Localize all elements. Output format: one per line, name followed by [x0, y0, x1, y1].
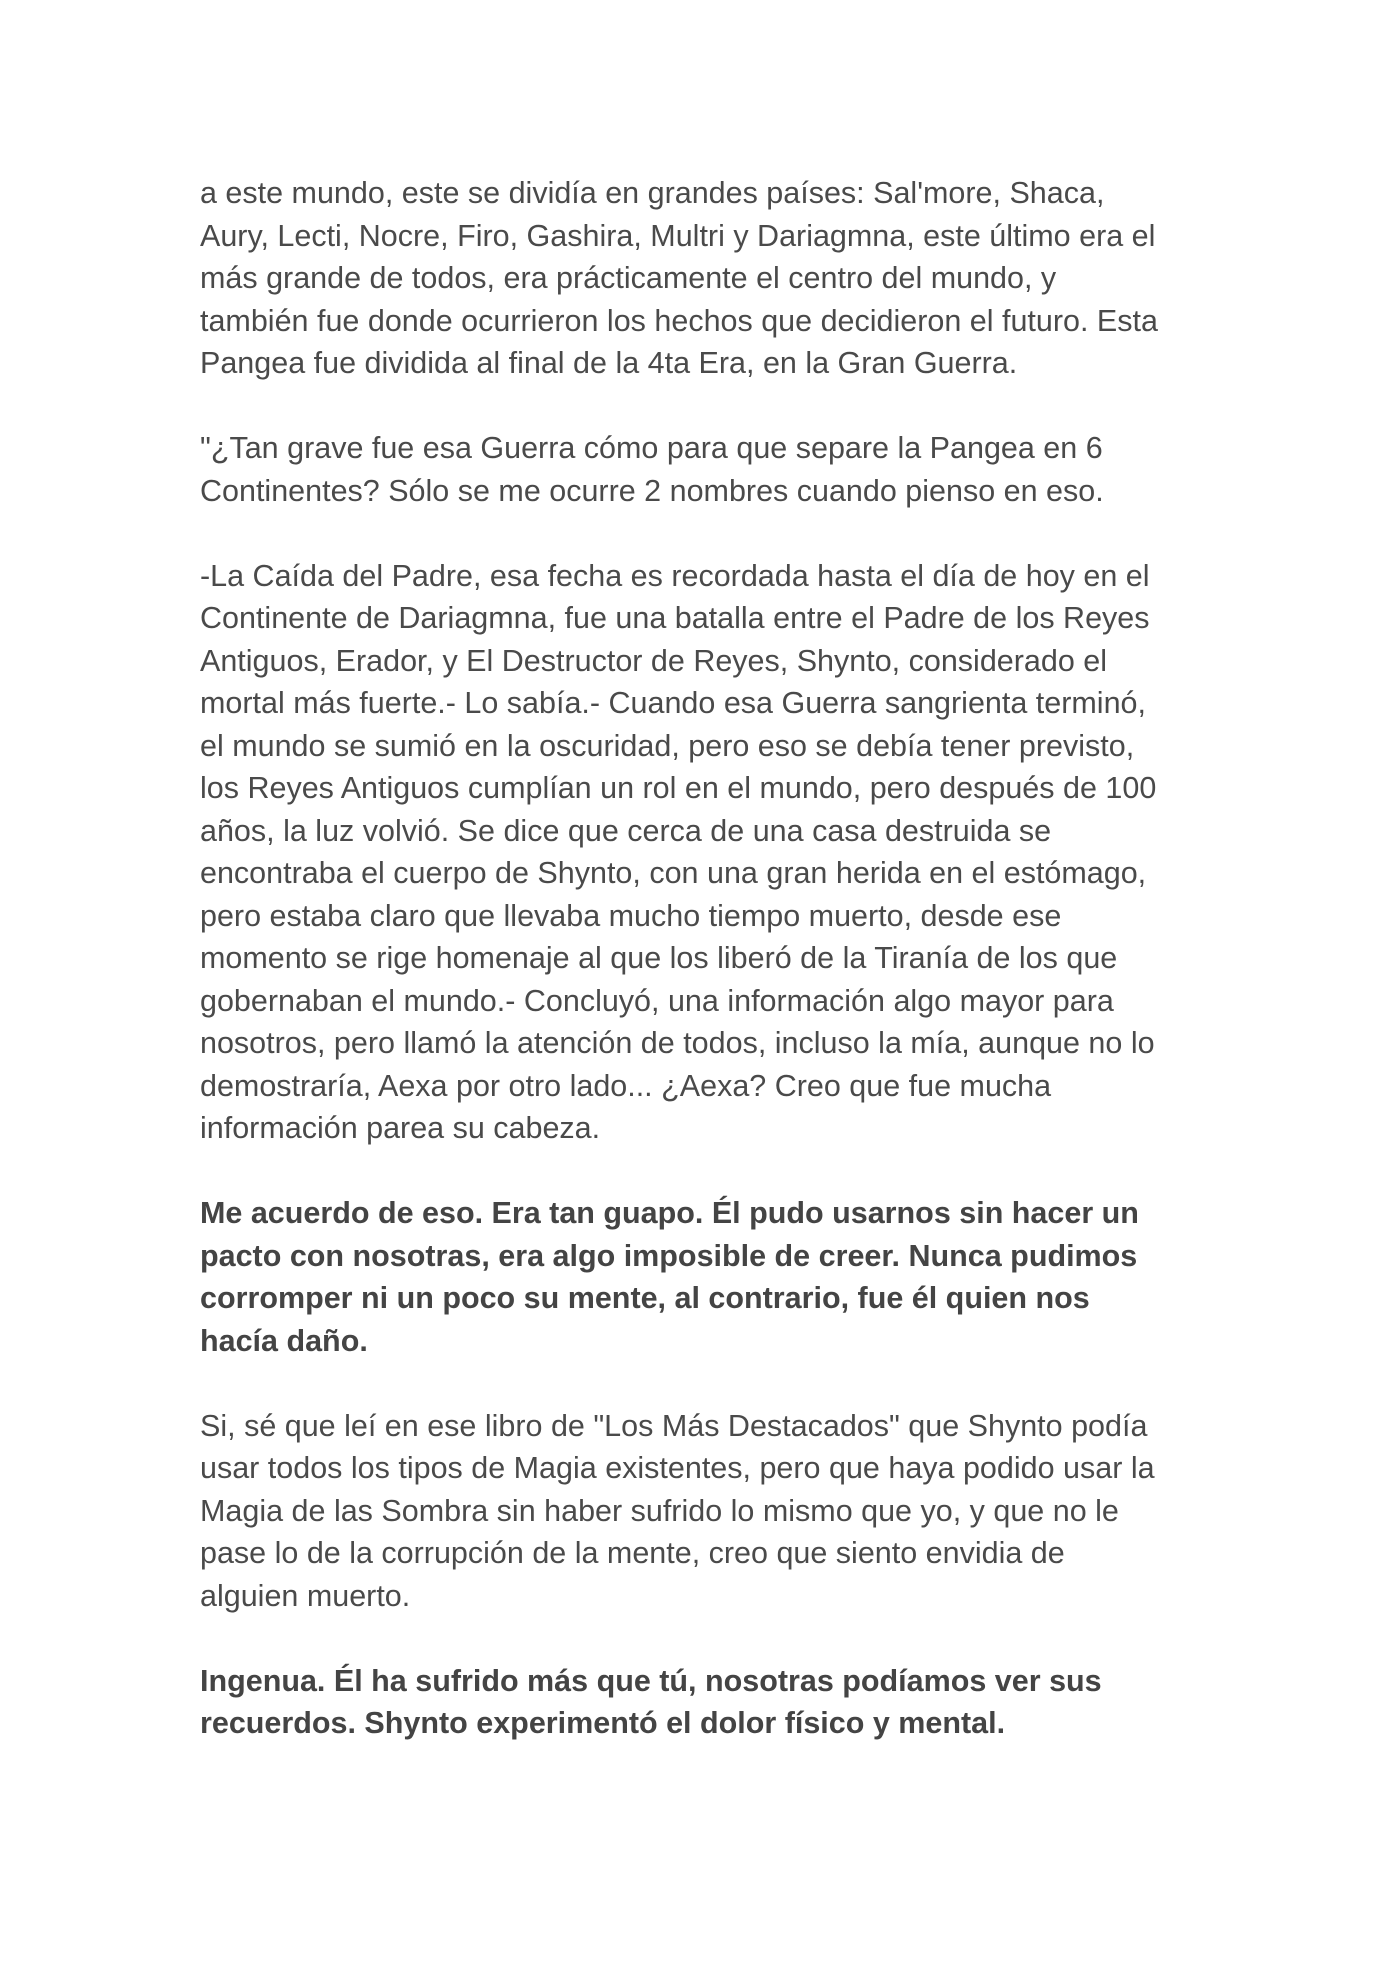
- paragraph: "¿Tan grave fue esa Guerra cómo para que separe la Pangea en 6 Continentes? Sólo se me ocurre 2 nombres cuando pienso en eso.: [200, 431, 1104, 508]
- paragraph: -La Caída del Padre, esa fecha es recordada hasta el día de hoy en el Continente de Dariagmna, fue una batalla entre el Padre de los Reyes Antiguos, Erador, y El Destructor de Reyes, Shynto, considerado el mortal más fuerte.- Lo sabía.- Cuando esa Guerra sangrienta terminó, el mundo se sumió en la oscuridad, pero eso se debía tener previsto, los Reyes Antiguos cumplían un rol en el mundo, pero después de 100 años, la luz volvió. Se dice que cerca de una casa destruida se encontraba el cuerpo de Shynto, con una gran herida en el estómago, pero estaba claro que llevaba mucho tiempo muerto, desde ese momento se rige homenaje al que los liberó de la Tiranía de los que gobernaban el mundo.- Concluyó, una información algo mayor para nosotros, pero llamó la atención de todos, incluso la mía, aunque no lo demostraría, Aexa por otro lado... ¿Aexa? Creo que fue mucha información parea su cabeza.: [200, 558, 1157, 1145]
- paragraph-bold: Me acuerdo de eso. Era tan guapo. Él pudo usarnos sin hacer un pacto con nosotras, era algo imposible de creer. Nunca pudimos corromper ni un poco su mente, al contrario, fue él quien nos hacía daño.: [200, 1196, 1139, 1358]
- paragraph: Si, sé que leí en ese libro de "Los Más Destacados" que Shynto podía usar todos los tipos de Magia existentes, pero que haya podido usar la Magia de las Sombra sin haber sufrido lo mismo que yo, y que no le pase lo de la corrupción de la mente, creo que siento envidia de alguien muerto.: [200, 1408, 1155, 1613]
- paragraph-bold: Ingenua. Él ha sufrido más que tú, nosotras podíamos ver sus recuerdos. Shynto experimentó el dolor físico y mental.: [200, 1663, 1102, 1740]
- document-page: [200, 172, 1210, 1787]
- paragraph: a este mundo, este se dividía en grandes países: Sal'more, Shaca, Aury, Lecti, Nocre, Firo, Gashira, Multri y Dariagmna, este último era el más grande de todos, era prácticamente el centro del mundo, y también fue donde ocurrieron los hechos que decidieron el futuro. Esta Pangea fue dividida al final de la 4ta Era, en la Gran Guerra.: [200, 176, 1158, 380]
